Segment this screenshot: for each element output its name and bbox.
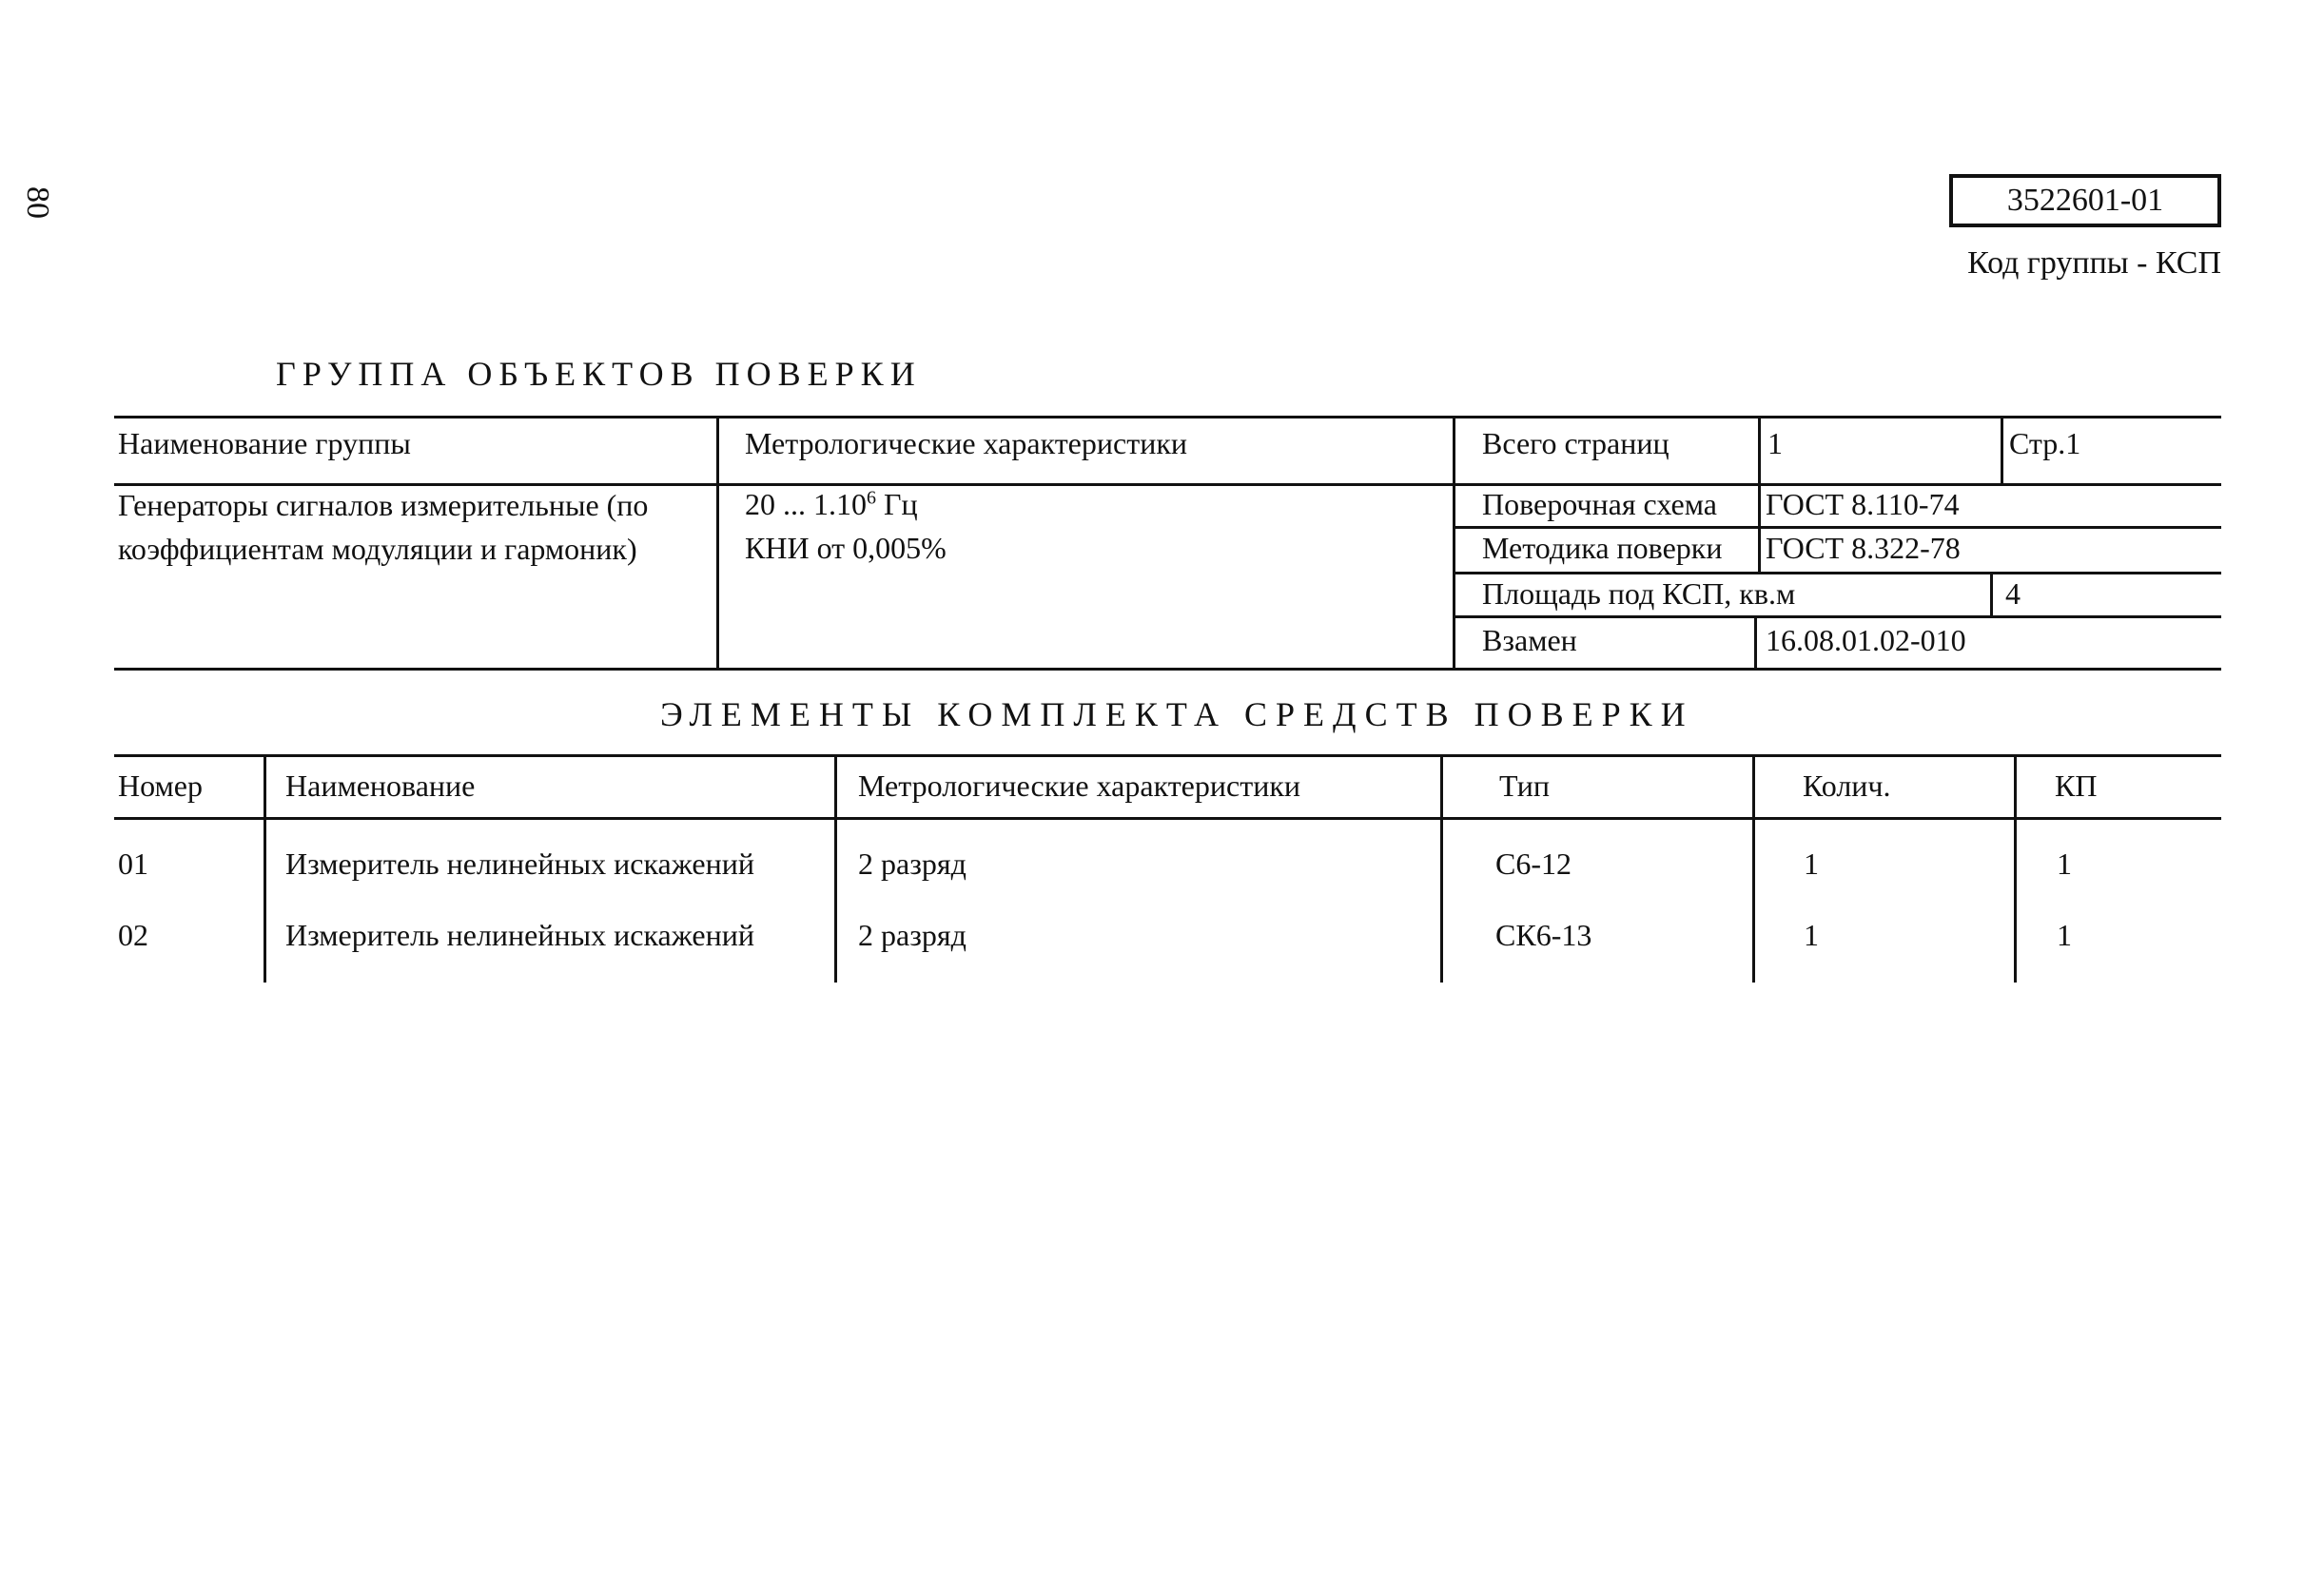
group-code-box: 3522601-01 <box>1949 174 2221 227</box>
verification-method-label: Методика поверки <box>1482 531 1723 565</box>
verification-scheme-value: ГОСТ 8.110-74 <box>1766 487 1960 521</box>
verification-method-value: ГОСТ 8.322-78 <box>1766 531 1961 565</box>
table-rule <box>1752 754 1755 983</box>
group-name-value: Генераторы сигналов измерительные (по коэффициентам модуляции и гармоник) <box>118 488 649 566</box>
row-type: С6-12 <box>1495 847 1572 881</box>
row-characteristics: 2 разряд <box>858 918 967 952</box>
page-indicator: Стр.1 <box>2009 426 2081 460</box>
kit-header-kp: КП <box>2055 769 2098 803</box>
table-rule <box>1455 526 2221 529</box>
row-name: Измеритель нелинейных искажений <box>285 918 754 952</box>
table-rule <box>114 817 2221 820</box>
thd-value: КНИ от 0,005% <box>745 531 947 565</box>
kit-section-title: ЭЛЕМЕНТЫ КОМПЛЕКТА СРЕДСТВ ПОВЕРКИ <box>660 695 1694 733</box>
table-rule <box>1453 416 1455 668</box>
table-rule <box>264 754 266 983</box>
row-kp: 1 <box>2057 847 2072 881</box>
total-pages-value: 1 <box>1767 426 1783 460</box>
group-section-title: ГРУППА ОБЪЕКТОВ ПОВЕРКИ <box>276 355 922 393</box>
row-qty: 1 <box>1804 847 1819 881</box>
kit-header-name: Наименование <box>285 769 476 803</box>
table-rule <box>114 416 2221 418</box>
frequency-range-prefix: 20 ... 1.10 <box>745 487 867 521</box>
verification-scheme-label: Поверочная схема <box>1482 487 1717 521</box>
table-rule <box>1758 416 1761 572</box>
table-rule <box>1990 572 1993 615</box>
row-name: Измеритель нелинейных искажений <box>285 847 754 881</box>
page-number: 80 <box>20 186 55 219</box>
header-total-pages: Всего страниц <box>1482 426 1669 460</box>
kit-header-number: Номер <box>118 769 203 803</box>
row-type: СК6-13 <box>1495 918 1592 952</box>
frequency-range-exponent: 6 <box>867 487 876 509</box>
table-rule <box>2014 754 2017 983</box>
area-value: 4 <box>2005 576 2021 611</box>
table-rule <box>114 754 2221 757</box>
group-code-label: Код группы - КСП <box>1967 245 2221 281</box>
kit-header-characteristics: Метрологические характеристики <box>858 769 1300 803</box>
table-rule <box>1455 572 2221 574</box>
frequency-range-unit: Гц <box>876 487 918 521</box>
kit-header-type: Тип <box>1499 769 1550 803</box>
table-rule <box>2001 416 2003 483</box>
table-rule <box>1455 615 2221 618</box>
area-label: Площадь под КСП, кв.м <box>1482 576 1796 611</box>
frequency-range <box>745 487 918 522</box>
row-qty: 1 <box>1804 918 1819 952</box>
table-rule <box>834 754 837 983</box>
table-rule <box>1440 754 1443 983</box>
row-number: 01 <box>118 847 148 881</box>
table-rule <box>1754 615 1757 668</box>
row-kp: 1 <box>2057 918 2072 952</box>
row-number: 02 <box>118 918 148 952</box>
kit-header-qty: Колич. <box>1803 769 1891 803</box>
header-characteristics: Метрологические характеристики <box>745 426 1187 460</box>
header-group-name: Наименование группы <box>118 426 411 460</box>
replaces-value: 16.08.01.02-010 <box>1766 623 1966 657</box>
table-rule <box>114 668 2221 671</box>
row-characteristics: 2 разряд <box>858 847 967 881</box>
replaces-label: Взамен <box>1482 623 1577 657</box>
table-rule <box>716 416 719 668</box>
